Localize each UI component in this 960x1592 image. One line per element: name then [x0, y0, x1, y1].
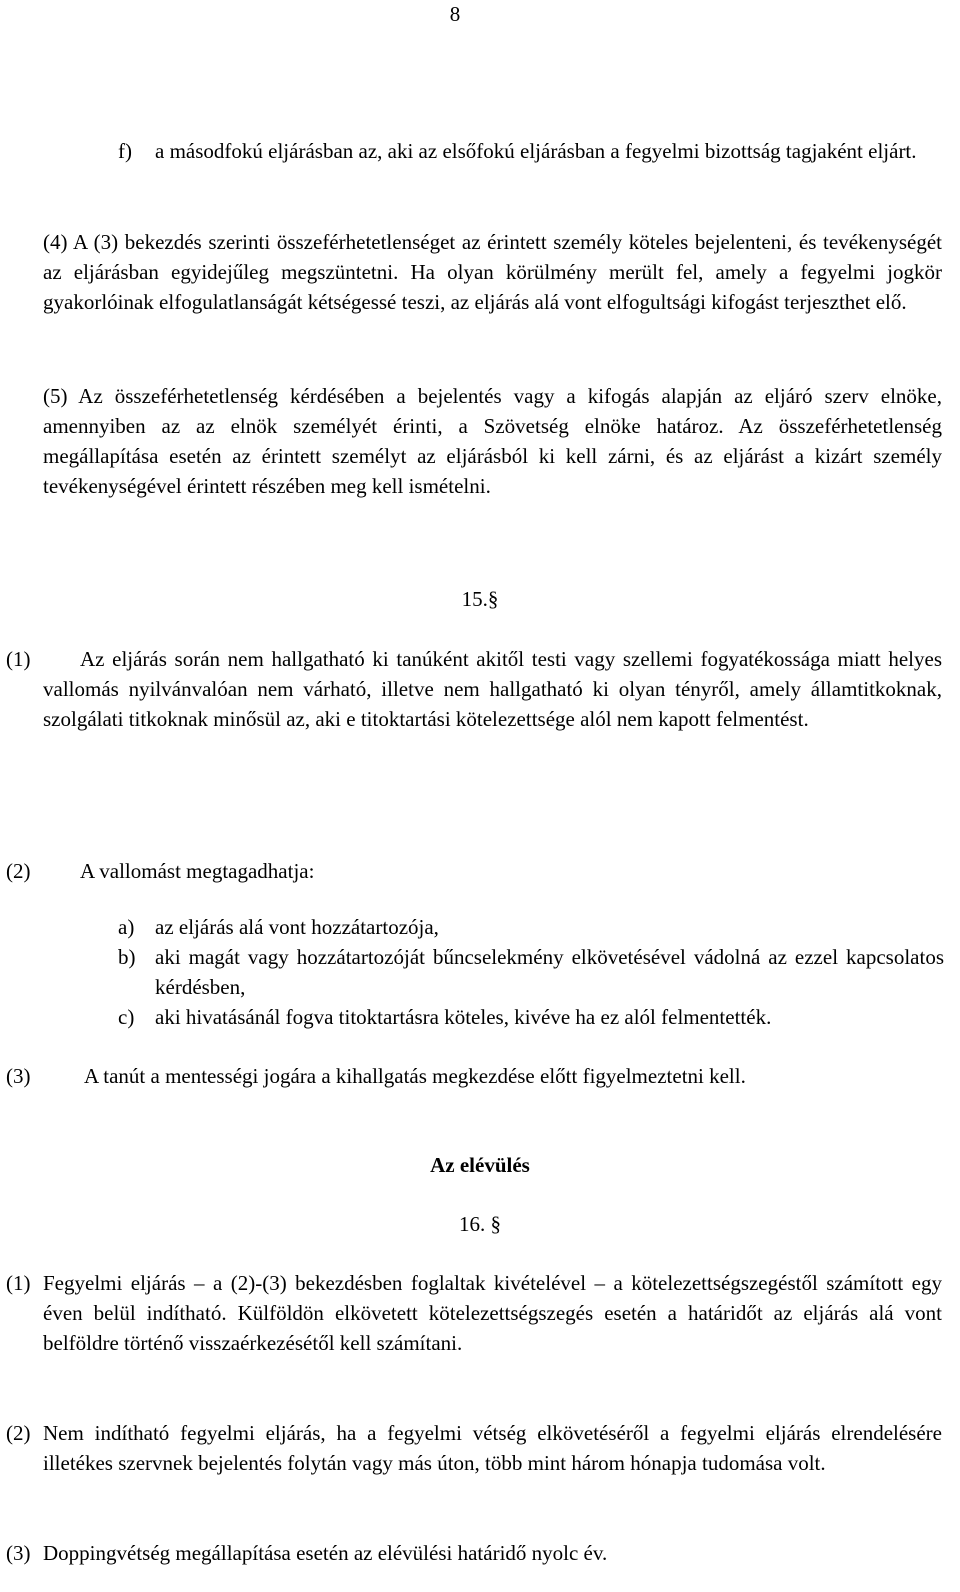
section-15-heading: 15.§ — [461, 587, 499, 611]
paragraph-text: Nem indítható fegyelmi eljárás, ha a fegyelmi vétség elkövetéséről a fegyelmi eljárás elrendelésére illetékes szervnek bejelentés folytán vagy más úton, több mint három hónapja tudomása volt. — [43, 1421, 942, 1475]
paragraph-label: (2) — [6, 859, 31, 883]
paragraph-label: (1) — [6, 1271, 31, 1295]
paragraph-text: Doppingvétség megállapítása esetén az elévülési határidő nyolc év. — [43, 1541, 608, 1565]
list-item — [118, 942, 944, 1002]
list-item-text: az eljárás alá vont hozzátartozója, — [155, 915, 439, 939]
paragraph-text: A tanút a mentességi jogára a kihallgatás megkezdése előtt figyelmeztetni kell. — [84, 1064, 746, 1088]
paragraph-label: (3) — [6, 1064, 31, 1088]
list-item-label: c) — [118, 1005, 135, 1029]
paragraph-text: Fegyelmi eljárás – a (2)-(3) bekezdésben foglaltak kivételével – a kötelezettségszegéstől számított egy éven belül indítható. Külföldön elkövetett kötelezettségszegés esetén a határidőt az eljárás alá vont belföldre történő visszaérkezésétől kell számítani. — [43, 1271, 942, 1355]
s16-paragraph-1 — [6, 1268, 942, 1358]
s16-paragraph-3 — [6, 1538, 942, 1568]
list-item-label: a) — [118, 915, 135, 939]
list-item-f — [118, 136, 942, 166]
paragraph-text: A vallomást megtagadhatja: — [80, 859, 315, 883]
heading-elevules: Az elévülés — [430, 1153, 530, 1177]
s16-paragraph-2 — [6, 1418, 942, 1478]
paragraph-label: (3) — [6, 1541, 31, 1565]
list-item-text: a másodfokú eljárásban az, aki az elsőfokú eljárásban a fegyelmi bizottság tagjaként eljárt. — [155, 139, 917, 163]
paragraph-label: (2) — [6, 1421, 31, 1445]
list-item — [118, 1002, 944, 1032]
s15-paragraph-2-list — [118, 912, 944, 1032]
list-item-label: f) — [118, 139, 132, 163]
list-item-label: b) — [118, 945, 136, 969]
list-item-text: aki hivatásánál fogva titoktartásra köteles, kivéve ha ez alól felmentették. — [155, 1005, 772, 1029]
list-item-text: aki magát vagy hozzátartozóját bűncselekmény elkövetésével vádolná az ezzel kapcsolatos kérdésben, — [155, 945, 944, 999]
section-16-heading: 16. § — [459, 1212, 501, 1236]
s15-paragraph-1 — [6, 644, 942, 734]
page-number: 8 — [449, 2, 461, 26]
paragraph-label: (1) — [6, 647, 31, 671]
paragraph-4: (4) A (3) bekezdés szerinti összeférhetetlenséget az érintett személy köteles bejelenteni, és tevékenységét az eljárásban egyidejűleg megszüntetni. Ha olyan körülmény merült fel, amely a fegyelmi jogkör gyakorlóinak elfogulatlanságát kétségessé teszi, az eljárás alá vont elfogultsági kifogást terjeszthet elő. — [43, 230, 942, 314]
paragraph-5: (5) Az összeférhetetlenség kérdésében a bejelentés vagy a kifogás alapján az eljáró szerv elnöke, amennyiben az az elnök személyét érinti, a Szövetség elnöke határoz. Az összeférhetetlenség megállapítása esetén az érintett személyt az eljárásból ki kell zárni, és az eljárást a kizárt személy tevékenységével érintett részében meg kell ismételni. — [43, 384, 942, 498]
s15-paragraph-2 — [6, 856, 315, 886]
paragraph-text: Az eljárás során nem hallgatható ki tanúként akitől testi vagy szellemi fogyatékossága miatt helyes vallomás nyilvánvalóan nem várható, illetve nem hallgatható ki olyan tényről, amely államtitkoknak, szolgálati titkoknak minősül az, aki e titoktartási kötelezettsége alól nem kapott felmentést. — [43, 647, 942, 731]
list-item — [118, 912, 944, 942]
s15-paragraph-3 — [6, 1061, 746, 1091]
